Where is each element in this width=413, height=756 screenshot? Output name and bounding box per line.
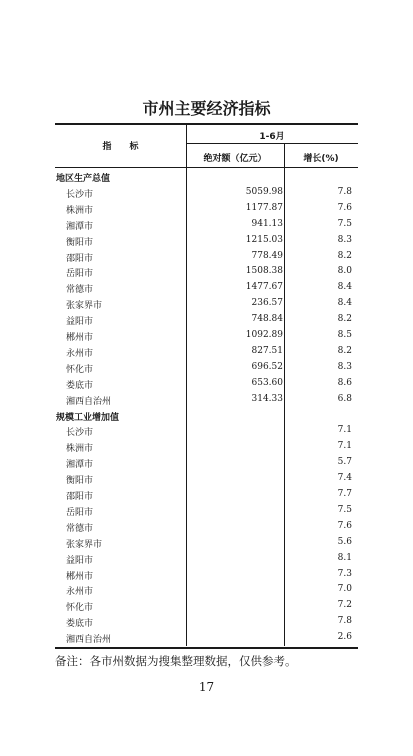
absolute-amount: 696.52	[251, 361, 283, 372]
table-row	[55, 487, 358, 503]
growth-rate: 5.7	[337, 457, 352, 468]
growth-rate: 7.1	[337, 441, 352, 452]
table-row	[55, 249, 358, 265]
growth-rate: 7.2	[337, 600, 352, 611]
growth-rate: 8.4	[337, 282, 352, 293]
bottom-rule	[55, 647, 358, 649]
absolute-amount: 1508.38	[245, 266, 283, 277]
period-underline	[186, 143, 358, 144]
city-name: 株洲市	[66, 205, 94, 216]
city-name: 湘西自治州	[66, 396, 112, 407]
growth-rate: 7.5	[337, 218, 352, 229]
city-name: 长沙市	[66, 428, 94, 439]
table-row	[55, 233, 358, 249]
growth-rate: 5.6	[337, 536, 352, 547]
city-name: 张家界市	[66, 539, 103, 550]
absolute-amount: 1477.67	[245, 282, 283, 293]
growth-rate: 8.3	[337, 234, 352, 245]
table-row	[55, 185, 358, 201]
section-label: 地区生产总值	[56, 174, 111, 184]
section-label: 规模工业增加值	[56, 412, 120, 423]
growth-rate: 7.6	[337, 202, 352, 213]
table-row	[55, 217, 358, 233]
city-name: 张家界市	[66, 301, 103, 312]
section-header-row	[55, 408, 358, 424]
table-row	[55, 423, 358, 439]
absolute-amount: 314.33	[251, 393, 283, 404]
table-row	[55, 567, 358, 583]
table-row	[55, 598, 358, 614]
city-name: 常德市	[66, 285, 94, 296]
absolute-amount: 941.13	[251, 218, 283, 229]
header-growth: 增长(%)	[303, 154, 339, 164]
city-name: 郴州市	[66, 571, 94, 582]
city-name: 湘西自治州	[66, 635, 112, 646]
growth-rate: 7.6	[337, 520, 352, 531]
growth-rate: 7.3	[337, 568, 352, 579]
table-row	[55, 264, 358, 280]
city-name: 株洲市	[66, 444, 94, 455]
city-name: 益阳市	[66, 317, 94, 328]
city-name: 湘潭市	[66, 221, 94, 232]
header-period: 1-6月	[259, 132, 285, 142]
growth-rate: 8.2	[337, 345, 352, 356]
city-name: 怀化市	[66, 364, 94, 375]
growth-rate: 8.5	[337, 330, 352, 340]
table-row	[55, 360, 358, 376]
city-name: 岳阳市	[66, 507, 94, 518]
city-name: 邵阳市	[66, 253, 94, 264]
table-row	[55, 471, 358, 487]
growth-rate: 8.0	[337, 266, 352, 277]
growth-rate: 8.3	[337, 361, 352, 372]
growth-rate: 7.7	[337, 489, 352, 499]
city-name: 郴州市	[66, 333, 94, 343]
footnote: 备注：各市州数据为搜集整理数据，仅供参考。	[55, 654, 297, 668]
table-row	[55, 519, 358, 535]
growth-rate: 8.2	[337, 250, 352, 261]
city-name: 娄底市	[66, 619, 94, 630]
city-name: 怀化市	[66, 603, 94, 614]
absolute-amount: 778.49	[251, 250, 283, 261]
table-title: 市州主要经济指标	[142, 99, 271, 118]
growth-rate: 7.8	[337, 616, 352, 627]
growth-rate: 7.4	[337, 473, 352, 484]
top-rule	[55, 123, 358, 125]
city-name: 岳阳市	[66, 269, 94, 280]
city-name: 常德市	[66, 523, 94, 534]
header-indicator: 指 标	[102, 142, 139, 152]
growth-rate: 7.5	[337, 504, 352, 515]
absolute-amount: 1092.89	[245, 330, 283, 340]
section-header-row	[55, 169, 358, 185]
growth-rate: 7.1	[337, 425, 352, 436]
header-absolute-amount: 绝对额（亿元）	[203, 154, 267, 164]
growth-rate: 2.6	[337, 632, 352, 643]
header-bottom-rule	[55, 167, 358, 168]
table-row	[55, 296, 358, 312]
table-row	[55, 201, 358, 217]
city-name: 衡阳市	[66, 476, 94, 487]
table-row	[55, 344, 358, 360]
absolute-amount: 1215.03	[245, 234, 283, 245]
growth-rate: 8.2	[337, 314, 352, 325]
growth-rate: 8.6	[337, 377, 352, 388]
absolute-amount: 1177.87	[245, 202, 283, 213]
table-row	[55, 376, 358, 392]
growth-rate: 7.0	[337, 584, 352, 595]
absolute-amount: 827.51	[251, 345, 283, 356]
city-name: 益阳市	[66, 555, 94, 566]
table-row	[55, 328, 358, 344]
table-row	[55, 582, 358, 598]
table-row	[55, 614, 358, 630]
growth-rate: 8.1	[337, 552, 352, 563]
city-name: 湘潭市	[66, 460, 94, 471]
table-row	[55, 535, 358, 551]
table-row	[55, 280, 358, 296]
absolute-amount: 653.60	[251, 377, 283, 388]
table-row	[55, 392, 358, 408]
page-number: 17	[198, 680, 215, 694]
city-name: 永州市	[66, 587, 94, 598]
table-row	[55, 439, 358, 455]
table-row	[55, 551, 358, 567]
city-name: 长沙市	[66, 189, 94, 200]
city-name: 娄底市	[66, 380, 94, 391]
table-row	[55, 503, 358, 519]
growth-rate: 8.4	[337, 298, 352, 309]
growth-rate: 7.8	[337, 186, 352, 197]
absolute-amount: 5059.98	[245, 186, 283, 197]
table-row	[55, 630, 358, 646]
table-row	[55, 312, 358, 328]
absolute-amount: 236.57	[251, 298, 283, 309]
city-name: 永州市	[66, 348, 94, 359]
growth-rate: 6.8	[337, 393, 352, 404]
city-name: 邵阳市	[66, 492, 94, 502]
city-name: 衡阳市	[66, 237, 94, 248]
absolute-amount: 748.84	[251, 314, 283, 325]
table-row	[55, 455, 358, 471]
